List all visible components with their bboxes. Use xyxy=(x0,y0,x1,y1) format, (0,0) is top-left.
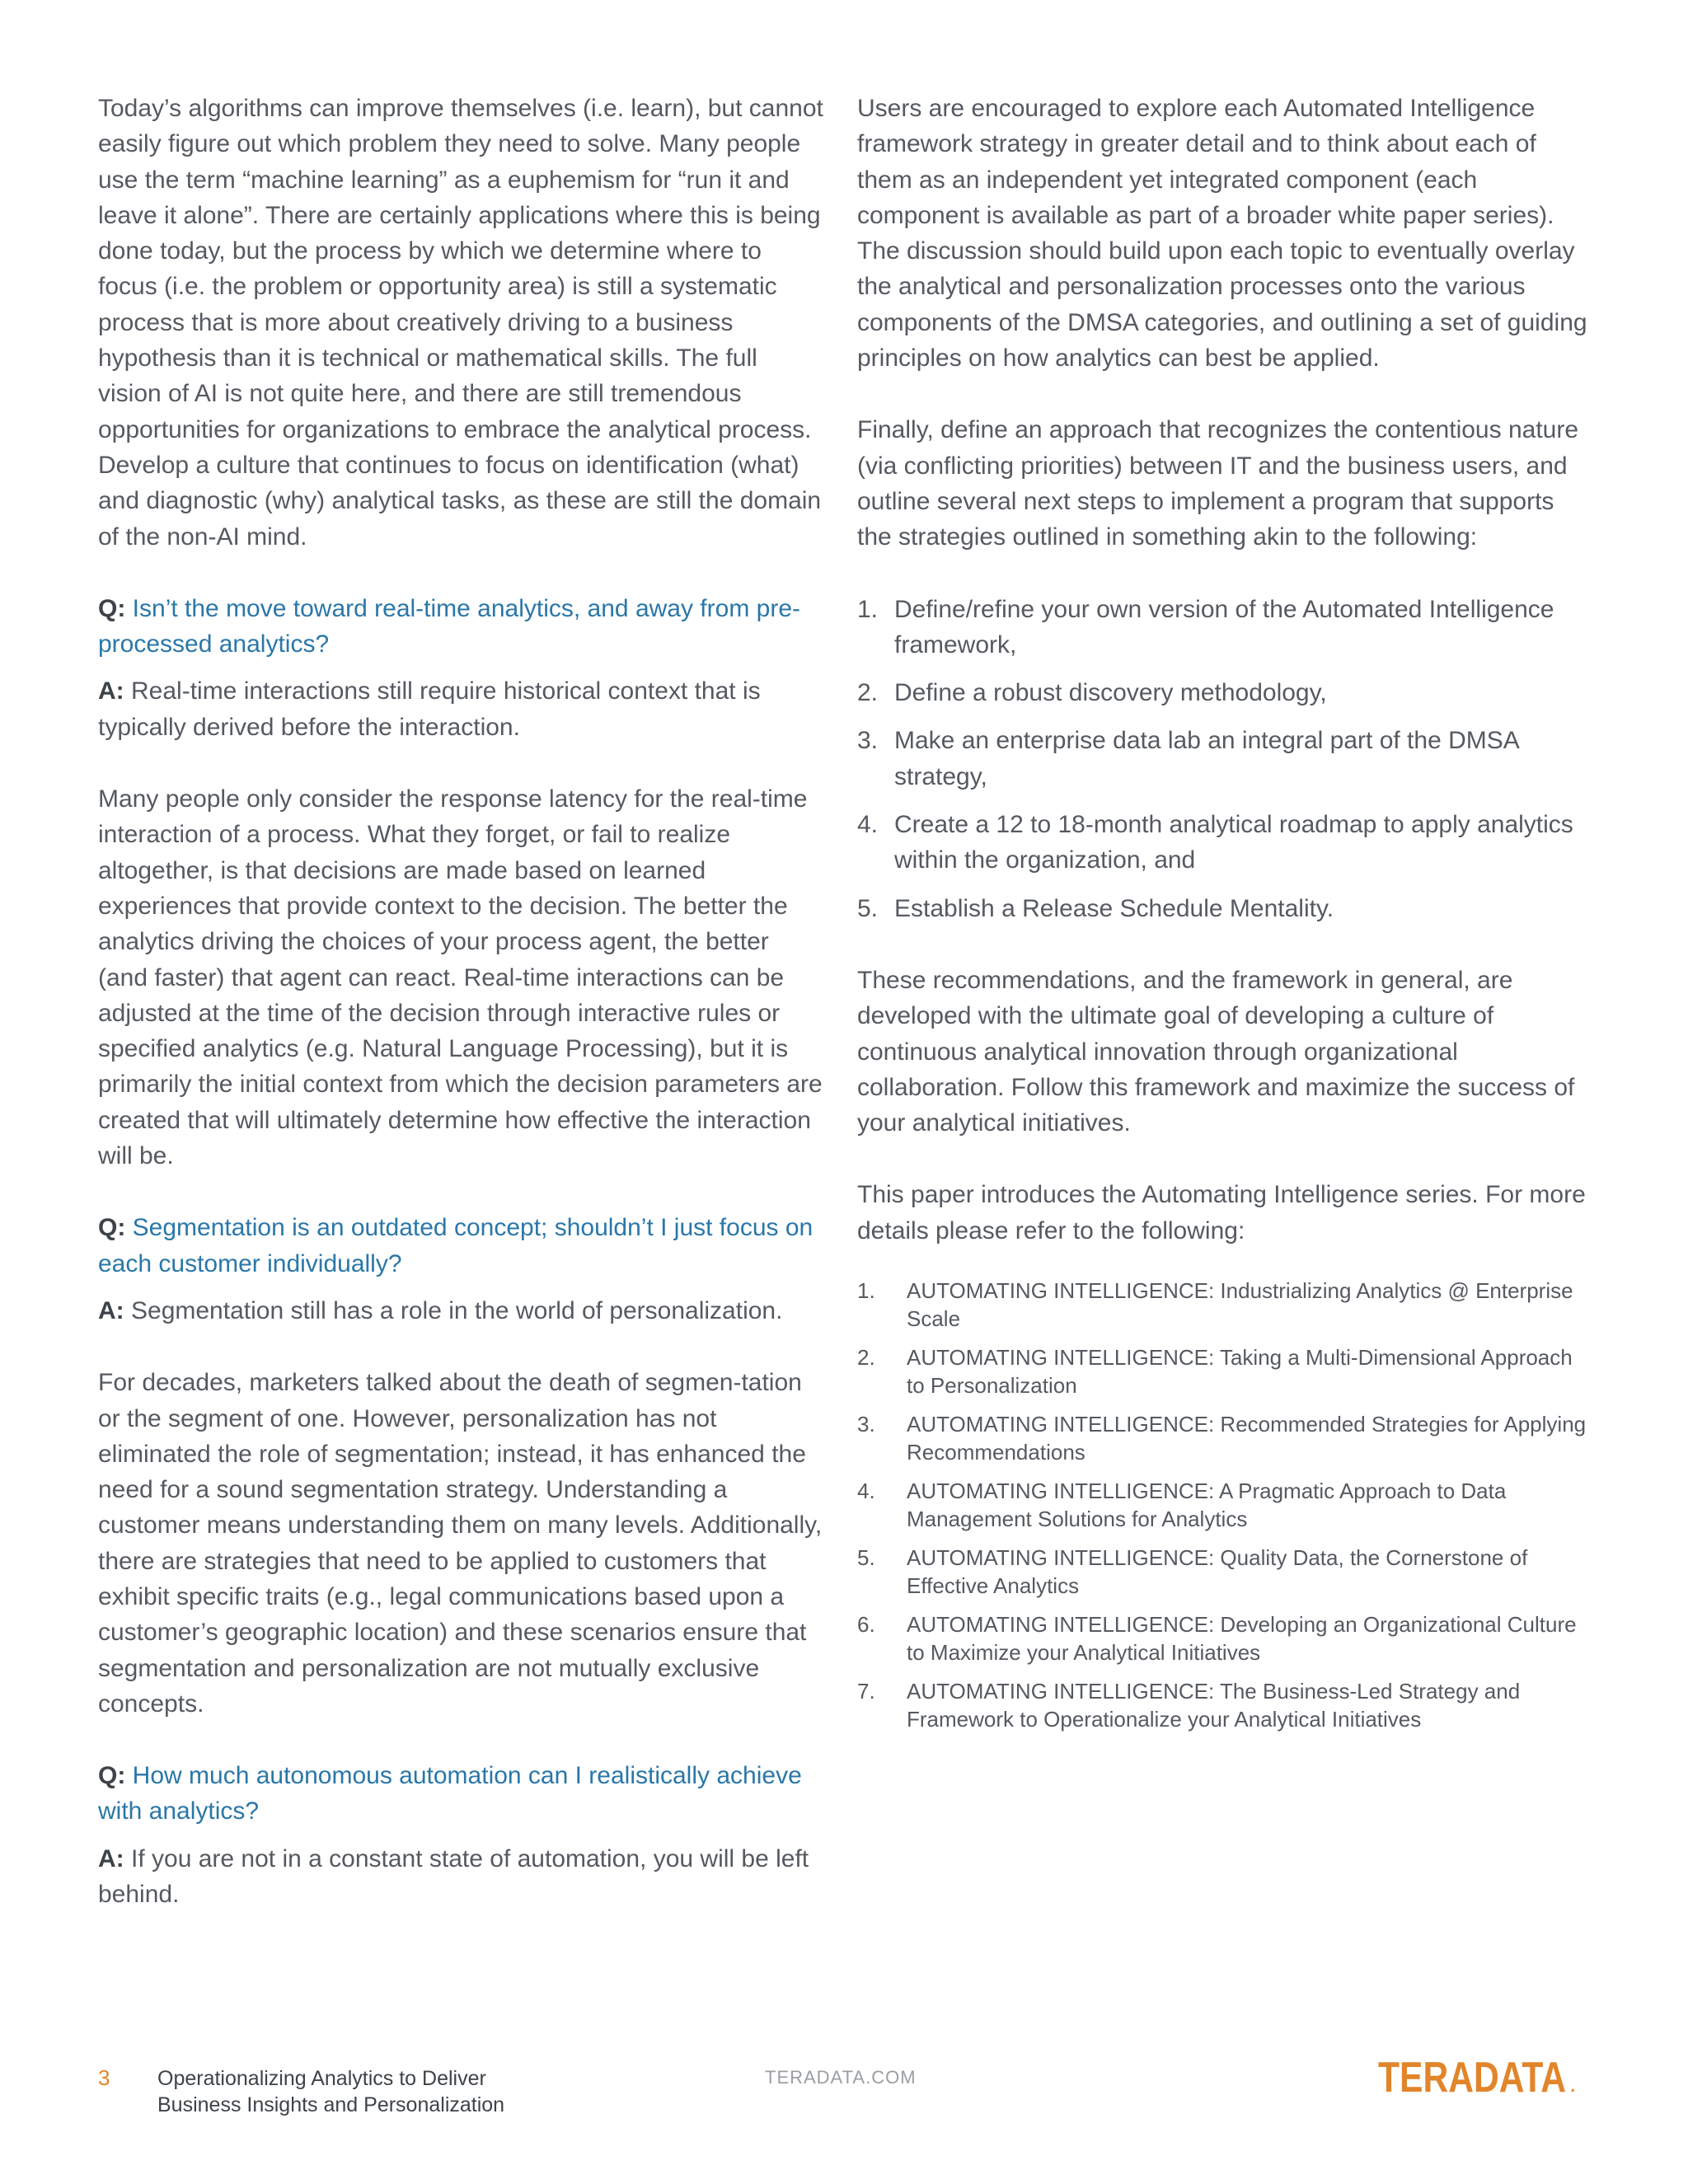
next-steps-list xyxy=(857,592,1591,926)
answer-1 xyxy=(98,673,823,745)
teradata-logo xyxy=(1376,2049,1582,2102)
answer-1-text: Real-time interactions still require historical context that is typically derived before the interaction. xyxy=(98,677,761,741)
question-3-text: How much autonomous automation can I realistically achieve with analytics? xyxy=(98,1762,802,1825)
recommendations-paragraph: These recommendations, and the framework in general, are developed with the ultimate goal of developing a culture of continuous analytical innovation through organizational collaboration. Follow this framework and maximize the success of your analytical initiatives. xyxy=(857,966,1575,1137)
list-item: 6. AUTOMATING INTELLIGENCE: Developing an Organizational Culture to Maximize your Analytical Initiatives xyxy=(857,1612,1577,1666)
answer-label: A: xyxy=(98,677,124,705)
question-label: Q: xyxy=(98,594,126,622)
list-item: 1. AUTOMATING INTELLIGENCE: Industrializing Analytics @ Enterprise Scale xyxy=(857,1278,1573,1332)
list-item: 4. Create a 12 to 18-month analytical roadmap to apply analytics within the organization, and xyxy=(857,811,1573,874)
footer-title-line-2: Business Insights and Personalization xyxy=(157,2093,505,2116)
question-2-text: Segmentation is an outdated concept; shouldn’t I just focus on each customer individually? xyxy=(98,1214,814,1277)
question-2 xyxy=(98,1210,823,1282)
question-label: Q: xyxy=(98,1762,126,1790)
list-item: 1. Define/refine your own version of the Automated Intelligence framework, xyxy=(857,595,1554,658)
question-label: Q: xyxy=(98,1214,126,1242)
answer-2-text: Segmentation still has a role in the world of personalization. xyxy=(131,1296,783,1324)
answer-label: A: xyxy=(98,1296,124,1324)
list-item: 5. Establish a Release Schedule Mentality. xyxy=(857,894,1334,922)
series-intro-paragraph: This paper introduces the Automating Intelligence series. For more details please refer to the following: xyxy=(857,1181,1586,1244)
list-item: 3. Make an enterprise data lab an integral part of the DMSA strategy, xyxy=(857,727,1519,790)
question-3 xyxy=(98,1758,823,1830)
page-number: 3 xyxy=(98,2065,110,2090)
footer-title-line-1: Operationalizing Analytics to Deliver xyxy=(157,2067,486,2090)
list-item: 2. AUTOMATING INTELLIGENCE: Taking a Multi-Dimensional Approach to Personalization xyxy=(857,1345,1573,1399)
list-item: 3. AUTOMATING INTELLIGENCE: Recommended Strategies for Applying Recommendations xyxy=(857,1412,1587,1465)
answer-1-paragraph: Many people only consider the response latency for the real-time interaction of a process. What they forget, or fail to realize altogether, is that decisions are made based on learned experiences that provide context to the decision. The better the analytics driving the choices of your process agent, the better (and faster) that agent can react. Real-time interactions can be adjusted at the time of the decision through interactive rules or specified analytics (e.g. Natural Language Processing), but it is primarily the initial context from which the decision parameters are created that will ultimately determine how effective the interaction will be. xyxy=(98,785,823,1170)
footer-url[interactable]: TERADATA.COM xyxy=(765,2067,917,2088)
answer-3 xyxy=(98,1841,823,1913)
logo-mark: . xyxy=(1569,2070,1577,2097)
right-column xyxy=(857,91,1591,1744)
list-item: 5. AUTOMATING INTELLIGENCE: Quality Data, the Cornerstone of Effective Analytics xyxy=(857,1545,1528,1599)
series-list xyxy=(857,1277,1591,1733)
answer-label: A: xyxy=(98,1844,124,1872)
list-item: 4. AUTOMATING INTELLIGENCE: A Pragmatic Approach to Data Management Solutions for Analytics xyxy=(857,1479,1507,1532)
question-1 xyxy=(98,591,823,663)
left-column xyxy=(98,91,823,1948)
answer-2-paragraph: For decades, marketers talked about the death of segmen-tation or the segment of one. However, personalization has not eliminated the role of segmentation; instead, it has enhanced the need for a sound segmentation strategy. Understanding a customer means understanding them on many levels. Additionally, there are strategies that need to be applied to customers that exhibit specific traits (e.g., legal communications based upon a customer’s geographic location) and these scenarios ensure that segmentation and personalization are not mutually exclusive concepts. xyxy=(98,1369,823,1718)
footer-title xyxy=(157,2065,504,2118)
answer-2 xyxy=(98,1293,823,1329)
question-1-text: Isn’t the move toward real-time analytics, and away from pre-processed analytics? xyxy=(98,594,800,658)
framework-paragraph: Users are encouraged to explore each Automated Intelligence framework strategy in greater detail and to think about each of them as an independent yet integrated component (each component is available as part of a broader white paper series). The discussion should build upon each topic to eventually overlay the analytical and personalization processes onto the various components of the DMSA categories, and outlining a set of guiding principles on how analytics can best be applied. xyxy=(857,95,1587,373)
list-item: 7. AUTOMATING INTELLIGENCE: The Business-Led Strategy and Framework to Operationalize your Analytical Initiatives xyxy=(857,1679,1521,1732)
list-item: 2. Define a robust discovery methodology, xyxy=(857,679,1327,707)
answer-3-text: If you are not in a constant state of automation, you will be left behind. xyxy=(98,1844,809,1909)
intro-paragraph: Today’s algorithms can improve themselves (i.e. learn), but cannot easily figure out which problem they need to solve. Many people use the term “machine learning” as a euphemism for “run it and leave it alone”. There are certainly applications where this is being done today, but the process by which we determine where to focus (i.e. the problem or opportunity area) is still a systematic process that is more about creatively driving to a business hypothesis than it is technical or mathematical skills. The full vision of AI is not quite here, and there are still tremendous opportunities for organizations to embrace the analytical process. Develop a culture that continues to focus on identification (what) and diagnostic (why) analytical tasks, as these are still the domain of the non-AI mind. xyxy=(98,95,823,551)
approach-paragraph: Finally, define an approach that recognizes the contentious nature (via conflicting priorities) between IT and the business users, and outline several next steps to implement a program that supports the strategies outlined in something akin to the following: xyxy=(857,416,1579,551)
logo-wordmark: TERADATA xyxy=(1378,2054,1566,2102)
